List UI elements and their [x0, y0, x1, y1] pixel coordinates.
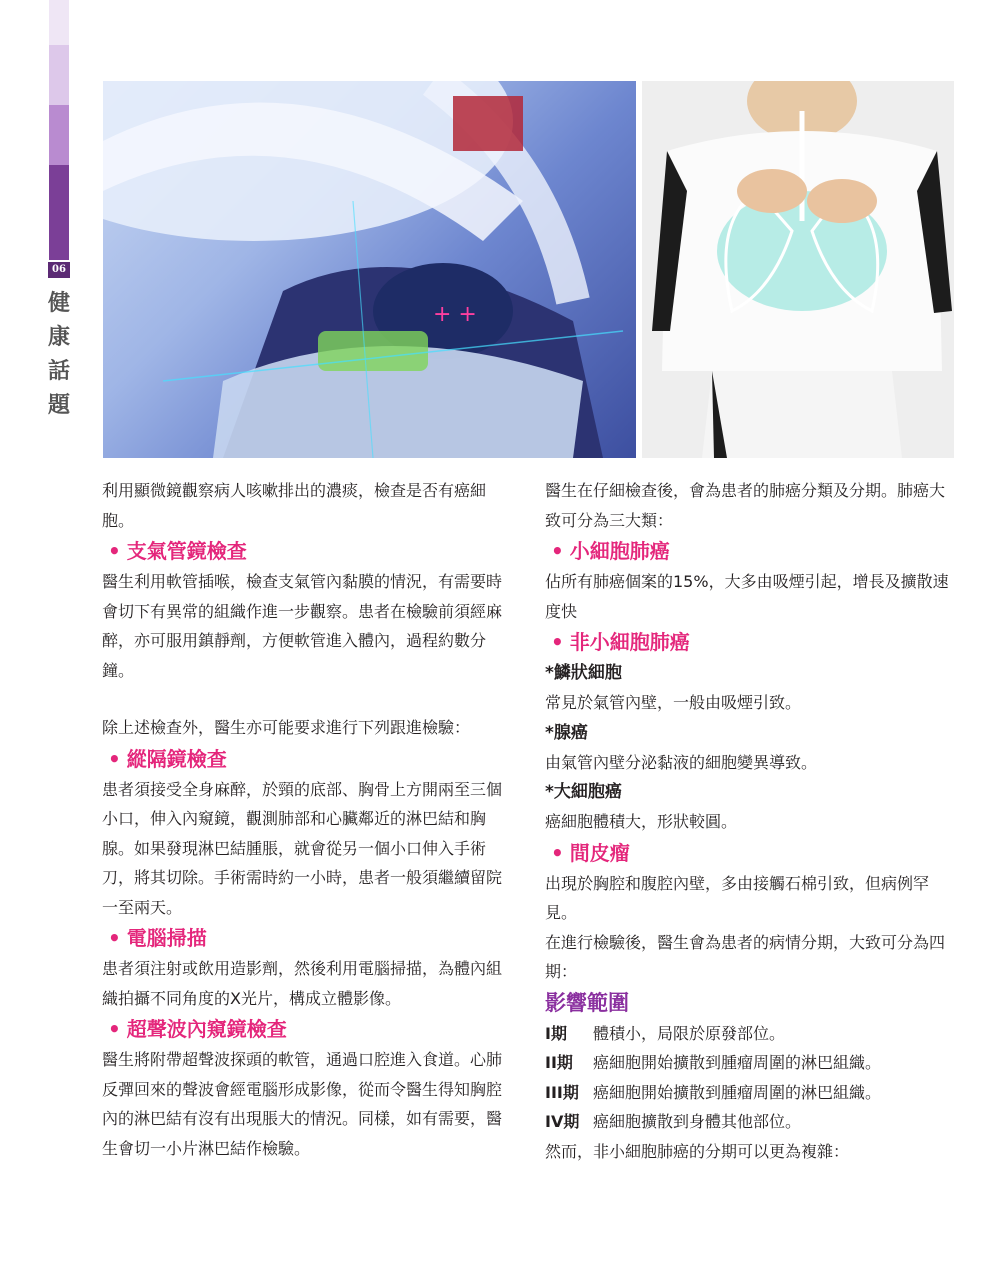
bullet-icon: • — [551, 630, 564, 654]
stage-row — [545, 1078, 957, 1108]
tab-band-4 — [49, 165, 69, 260]
large-cell-body: 癌細胞體積大，形狀較圓。 — [545, 812, 738, 831]
ct-scan-heading-label: 電腦掃描 — [126, 926, 207, 950]
svg-text:+ +: + + — [433, 302, 477, 327]
mesothelioma-body: 出現於胸腔和腹腔內壁，多由接觸石棉引致，但病例罕見。 — [545, 873, 930, 922]
lung-overlay-photo — [642, 81, 954, 458]
staging-intro: 在進行檢驗後，醫生會為患者的病情分期，大致可分為四期： — [545, 932, 946, 981]
page-number: 06 — [48, 262, 70, 278]
eus-body: 醫生將附帶超聲波探頭的軟管，通過口腔進入食道。心肺反彈回來的聲波會經電腦形成影像，從而令醫生得知胸腔內的淋巴結有沒有出現脹大的情況。同樣，如有需要，醫生會切一小片淋巴結作檢驗。 — [102, 1050, 503, 1158]
stage-text: 癌細胞開始擴散到腫瘤周圍的淋巴組織。 — [593, 1082, 882, 1102]
stage-label: IV期 — [545, 1112, 580, 1131]
small-cell-heading-label: 小細胞肺癌 — [569, 539, 670, 563]
stage-label: I期 — [545, 1023, 567, 1043]
classification-intro: 醫生在仔細檢查後，會為患者的肺癌分類及分期。肺癌大致可分為三大類： — [545, 481, 946, 530]
bronchoscopy-body: 醫生利用軟管插喉，檢查支氣管內黏膜的情況，有需要時會切下有異常的組織作進一步觀察。患者在檢驗前須經麻醉，亦可服用鎮靜劑，方便軟管進入體內，過程約數分鐘。 — [102, 572, 503, 680]
stage-row — [545, 1107, 957, 1137]
small-cell-body: 佔所有肺癌個案的15%，大多由吸煙引起，增長及擴散速度快 — [545, 572, 949, 621]
closing-text: 然而，非小細胞肺癌的分期可以更為複雜： — [545, 1141, 850, 1161]
stage-row — [545, 1048, 957, 1078]
bullet-icon: • — [108, 1017, 121, 1041]
eus-heading-label: 超聲波內窺鏡檢查 — [126, 1017, 287, 1041]
bullet-icon: • — [108, 746, 121, 771]
bullet-icon: • — [108, 926, 121, 950]
stage-label: III期 — [545, 1082, 579, 1102]
mediastinoscopy-body: 患者須接受全身麻醉，於頸的底部、胸骨上方開兩至三個小口，伸入內窺鏡，觀測肺部和心臟鄰近的淋巴結和胸腺。如果發現淋巴結腫脹，就會從另一個小口伸入手術刀，將其切除。手術需時約一小時，患者一般須繼續留院一至兩天。 — [102, 779, 503, 917]
squamous-title: *鱗狀細胞 — [545, 663, 622, 683]
bronchoscopy-heading — [108, 535, 514, 567]
squamous-body: 常見於氣管內壁，一般由吸煙引致。 — [545, 693, 802, 712]
non-small-cell-heading-label: 非小細胞肺癌 — [569, 630, 690, 654]
small-cell-heading — [551, 535, 957, 567]
bronchoscopy-heading-label: 支氣管鏡檢查 — [126, 539, 247, 563]
stage-text: 癌細胞開始擴散到腫瘤周圍的淋巴組織。 — [593, 1053, 882, 1072]
mesothelioma-heading-label: 間皮瘤 — [569, 840, 630, 865]
mediastinoscopy-heading-label: 縱隔鏡檢查 — [126, 746, 227, 771]
section-title: 健康話題 — [47, 290, 70, 418]
bullet-icon: • — [551, 539, 564, 563]
stage-label: II期 — [545, 1053, 573, 1072]
tab-band-2 — [49, 45, 69, 105]
radiotherapy-photo — [103, 81, 636, 458]
scope-heading: 影響範圍 — [545, 990, 629, 1015]
large-cell-title: *大細胞癌 — [545, 782, 622, 802]
eus-heading — [108, 1013, 514, 1045]
mediastinoscopy-heading — [108, 743, 514, 775]
followup-intro: 除上述檢查外，醫生亦可能要求進行下列跟進檢驗： — [102, 718, 471, 737]
mesothelioma-heading — [551, 837, 957, 869]
bullet-icon: • — [108, 539, 121, 563]
ct-scan-heading — [108, 922, 514, 954]
stage-row — [545, 1019, 957, 1049]
stage-text: 癌細胞擴散到身體其他部位。 — [593, 1112, 802, 1131]
stage-text: 體積小，局限於原發部位。 — [593, 1023, 786, 1043]
sputum-test-text: 利用顯微鏡觀察病人咳嗽排出的濃痰，檢查是否有癌細胞。 — [102, 481, 487, 530]
adeno-title: *腺癌 — [545, 722, 588, 743]
tab-band-1 — [49, 0, 69, 45]
right-column — [545, 476, 957, 1166]
bullet-icon: • — [551, 840, 564, 865]
adeno-body: 由氣管內壁分泌黏液的細胞變異導致。 — [545, 752, 818, 772]
left-column — [102, 476, 514, 1163]
ct-scan-body: 患者須注射或飲用造影劑，然後利用電腦掃描，為體內組織拍攝不同角度的X光片，構成立體影像。 — [102, 959, 503, 1008]
tab-band-3 — [49, 105, 69, 165]
non-small-cell-heading — [551, 626, 957, 658]
